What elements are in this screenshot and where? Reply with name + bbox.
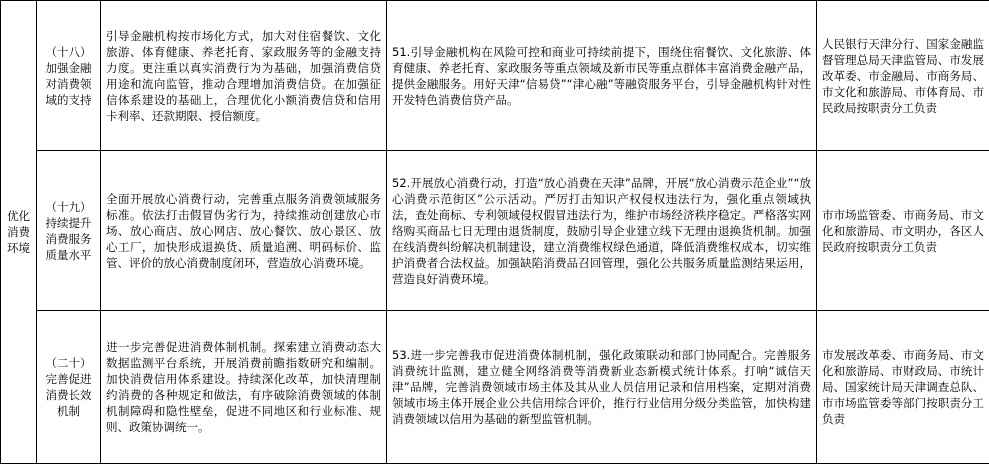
item-measures: 51.引导金融机构在风险可控和商业可持续前提下，围绕住宿餐饮、文化旅游、体育健康、养老托育、家政服务等重点领域及新市民等重点群体丰富消费金融产品，提供金融服务。用好天津“信易贷”“津心融”等融资服务平台，引导金融机构针对性开发特色消费信贷产品。 bbox=[387, 1, 817, 151]
item-description: 全面开展放心消费行动，完善重点服务消费领域服务标准。依法打击假冒伪劣行为，持续推动创建放心市场、放心商店、放心网店、放心餐饮、放心景区、放心工厂，加快形成退换货、质量追溯、明码标价、监管、评价的放心消费制度闭环，营造放心消费环境。 bbox=[101, 151, 387, 311]
item-responsible: 人民银行天津分行、国家金融监督管理总局天津监管局、市发展改革委、市金融局、市商务局、市文化和旅游局、市体育局、市民政局按职责分工负责 bbox=[817, 1, 989, 151]
item-title-cell bbox=[37, 151, 101, 311]
item-number: （二十） bbox=[42, 355, 95, 371]
item-number: （十九） bbox=[42, 199, 95, 215]
item-title: 加强金融对消费领域的支持 bbox=[42, 60, 95, 108]
table-row bbox=[1, 311, 989, 464]
item-responsible: 市市场监管委、市商务局、市文化和旅游局、市文明办，各区人民政府按职责分工负责 bbox=[817, 151, 989, 311]
item-title: 持续提升消费服务质量水平 bbox=[42, 215, 95, 263]
item-title: 完善促进消费长效机制 bbox=[42, 371, 95, 419]
category-cell: 优化消费环境 bbox=[1, 1, 37, 464]
item-description: 进一步完善促进消费体制机制。探索建立消费动态大数据监测平台系统，开展消费前瞻指数研究和编制。加快消费信用体系建设。持续深化改革，加快清理制约消费的各种规定和做法，有序破除消费领域的体制机制障碍和隐性壁垒，促进不同地区和行业标准、规则、政策协调统一。 bbox=[101, 311, 387, 464]
item-description: 引导金融机构按市场化方式，加大对住宿餐饮、文化旅游、体育健康、养老托育、家政服务等的金融支持力度。更注重以真实消费行为为基础，加强消费信贷用途和流向监管，推动合理增加消费信贷。在加强征信体系建设的基础上，合理优化小额消费信贷和信用卡利率、还款期限、授信额度。 bbox=[101, 1, 387, 151]
item-title-cell bbox=[37, 311, 101, 464]
item-number: （十八） bbox=[42, 44, 95, 60]
table-row bbox=[1, 151, 989, 311]
item-measures: 53.进一步完善我市促进消费体制机制，强化政策联动和部门协同配合。完善服务消费统计监测，建立健全网络消费等消费新业态新模式统计体系。打响“诚信天津”品牌，完善消费领域市场主体及其从业人员信用记录和信用档案，定期对消费领域市场主体开展企业公共信用综合评价，推行行业信用分级分类监管，加快构建消费领域以信用为基础的新型监管机制。 bbox=[387, 311, 817, 464]
table-row bbox=[1, 1, 989, 151]
item-title-cell bbox=[37, 1, 101, 151]
item-measures: 52.开展放心消费行动，打造“放心消费在天津”品牌，开展“放心消费示范企业”“放心消费示范街区”公示活动。严厉打击知识产权侵权违法行为，强化重点领域执法，查处商标、专利领域侵权假冒违法行为，维护市场经济秩序稳定。严格落实网络购买商品七日无理由退货制度，鼓励引导企业建立线下无理由退换货机制。加强在线消费纠纷解决机制建设，建立消费维权绿色通道，降低消费维权成本，切实维护消费者合法权益。加强缺陷消费品召回管理，强化公共服务质量监测结果运用，营造良好消费环境。 bbox=[387, 151, 817, 311]
item-responsible: 市发展改革委、市商务局、市文化和旅游局、市财政局、市统计局、国家统计局天津调查总队、市市场监管委等部门按职责分工负责 bbox=[817, 311, 989, 464]
